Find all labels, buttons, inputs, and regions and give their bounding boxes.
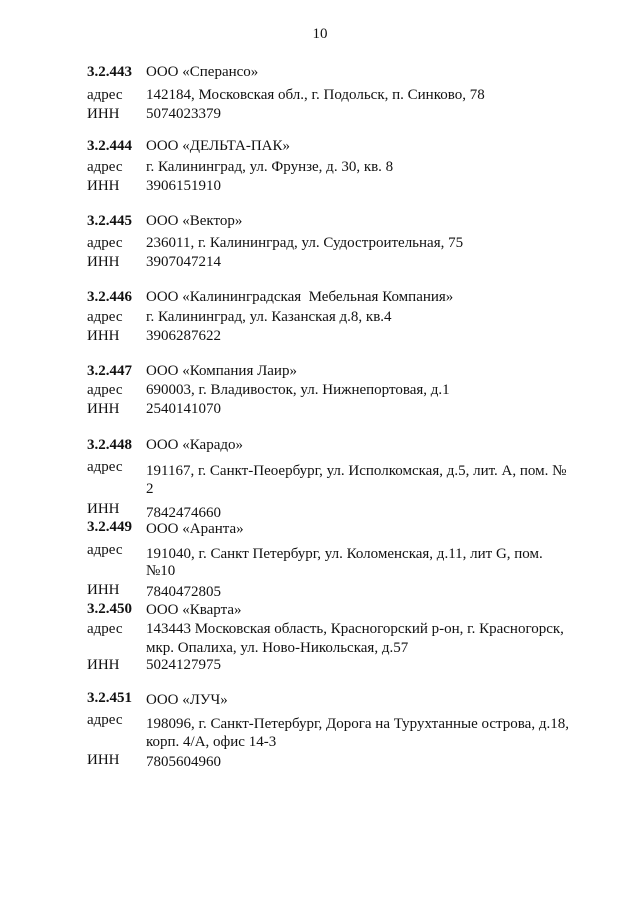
- address-label: адрес: [87, 621, 123, 637]
- entry-inn: 7805604960: [146, 754, 221, 770]
- entry-address-line-1: 198096, г. Санкт-Петербург, Дорога на Турухтанные острова, д.18,: [146, 716, 569, 732]
- entry-address-line-2: №10: [146, 563, 176, 579]
- entry-inn: 7842474660: [146, 505, 221, 521]
- entry-address-line-2: корп. 4/А, офис 14-3: [146, 734, 277, 750]
- entry-company-name: ООО «Сперансо»: [146, 64, 259, 80]
- entry-address: 690003, г. Владивосток, ул. Нижнепортовая, д.1: [146, 382, 450, 398]
- address-label: адрес: [87, 542, 123, 558]
- entry-inn: 3907047214: [146, 254, 221, 270]
- inn-label: ИНН: [87, 501, 120, 517]
- address-label: адрес: [87, 459, 123, 475]
- entry-company-name: ООО «ДЕЛЬТА-ПАК»: [146, 138, 291, 154]
- entry-address-line-2: мкр. Опалиха, ул. Ново-Никольская, д.57: [146, 640, 409, 656]
- entry-address: г. Калининград, ул. Фрунзе, д. 30, кв. 8: [146, 159, 394, 175]
- entry-inn: 5074023379: [146, 106, 221, 122]
- entry-number: 3.2.444: [87, 138, 132, 154]
- inn-label: ИНН: [87, 254, 120, 270]
- entry-address: г. Калининград, ул. Казанская д.8, кв.4: [146, 309, 392, 325]
- entry-company-name: ООО «Компания Лаир»: [146, 363, 297, 379]
- inn-label: ИНН: [87, 178, 120, 194]
- inn-label: ИНН: [87, 328, 120, 344]
- inn-label: ИНН: [87, 106, 120, 122]
- entry-number: 3.2.443: [87, 64, 132, 80]
- page-number: 10: [312, 26, 328, 42]
- entry-number: 3.2.451: [87, 690, 132, 706]
- inn-label: ИНН: [87, 582, 120, 598]
- entry-company-name: ООО «Аранта»: [146, 521, 244, 537]
- entry-number: 3.2.448: [87, 437, 132, 453]
- inn-label: ИНН: [87, 752, 120, 768]
- entry-inn: 3906151910: [146, 178, 221, 194]
- entry-address-line-1: 191167, г. Санкт-Пеоербург, ул. Исполкомская, д.5, лит. А, пом. №: [146, 463, 567, 479]
- entry-number: 3.2.449: [87, 519, 132, 535]
- entry-address: 142184, Московская обл., г. Подольск, п. Синково, 78: [146, 87, 485, 103]
- entry-number: 3.2.446: [87, 289, 132, 305]
- entry-inn: 7840472805: [146, 584, 221, 600]
- entry-address-line-1: 191040, г. Санкт Петербург, ул. Коломенская, д.11, лит G, пом.: [146, 546, 543, 562]
- entry-address: 236011, г. Калининград, ул. Судостроительная, 75: [146, 235, 464, 251]
- inn-label: ИНН: [87, 657, 120, 673]
- entry-company-name: ООО «Калининградская Мебельная Компания»: [146, 289, 454, 305]
- entry-address-line-1: 143443 Московская область, Красногорский р-он, г. Красногорск,: [146, 621, 564, 637]
- address-label: адрес: [87, 159, 123, 175]
- entry-number: 3.2.445: [87, 213, 132, 229]
- entry-address-line-2: 2: [146, 481, 154, 497]
- entry-inn: 2540141070: [146, 401, 221, 417]
- entry-inn: 5024127975: [146, 657, 221, 673]
- entry-number: 3.2.450: [87, 601, 132, 617]
- address-label: адрес: [87, 235, 123, 251]
- entry-inn: 3906287622: [146, 328, 221, 344]
- entry-company-name: ООО «Карадо»: [146, 437, 244, 453]
- entry-company-name: ООО «Вектор»: [146, 213, 243, 229]
- address-label: адрес: [87, 712, 123, 728]
- address-label: адрес: [87, 382, 123, 398]
- inn-label: ИНН: [87, 401, 120, 417]
- address-label: адрес: [87, 87, 123, 103]
- entry-company-name: ООО «Кварта»: [146, 602, 242, 618]
- address-label: адрес: [87, 309, 123, 325]
- entry-company-name: ООО «ЛУЧ»: [146, 692, 228, 708]
- entry-number: 3.2.447: [87, 363, 132, 379]
